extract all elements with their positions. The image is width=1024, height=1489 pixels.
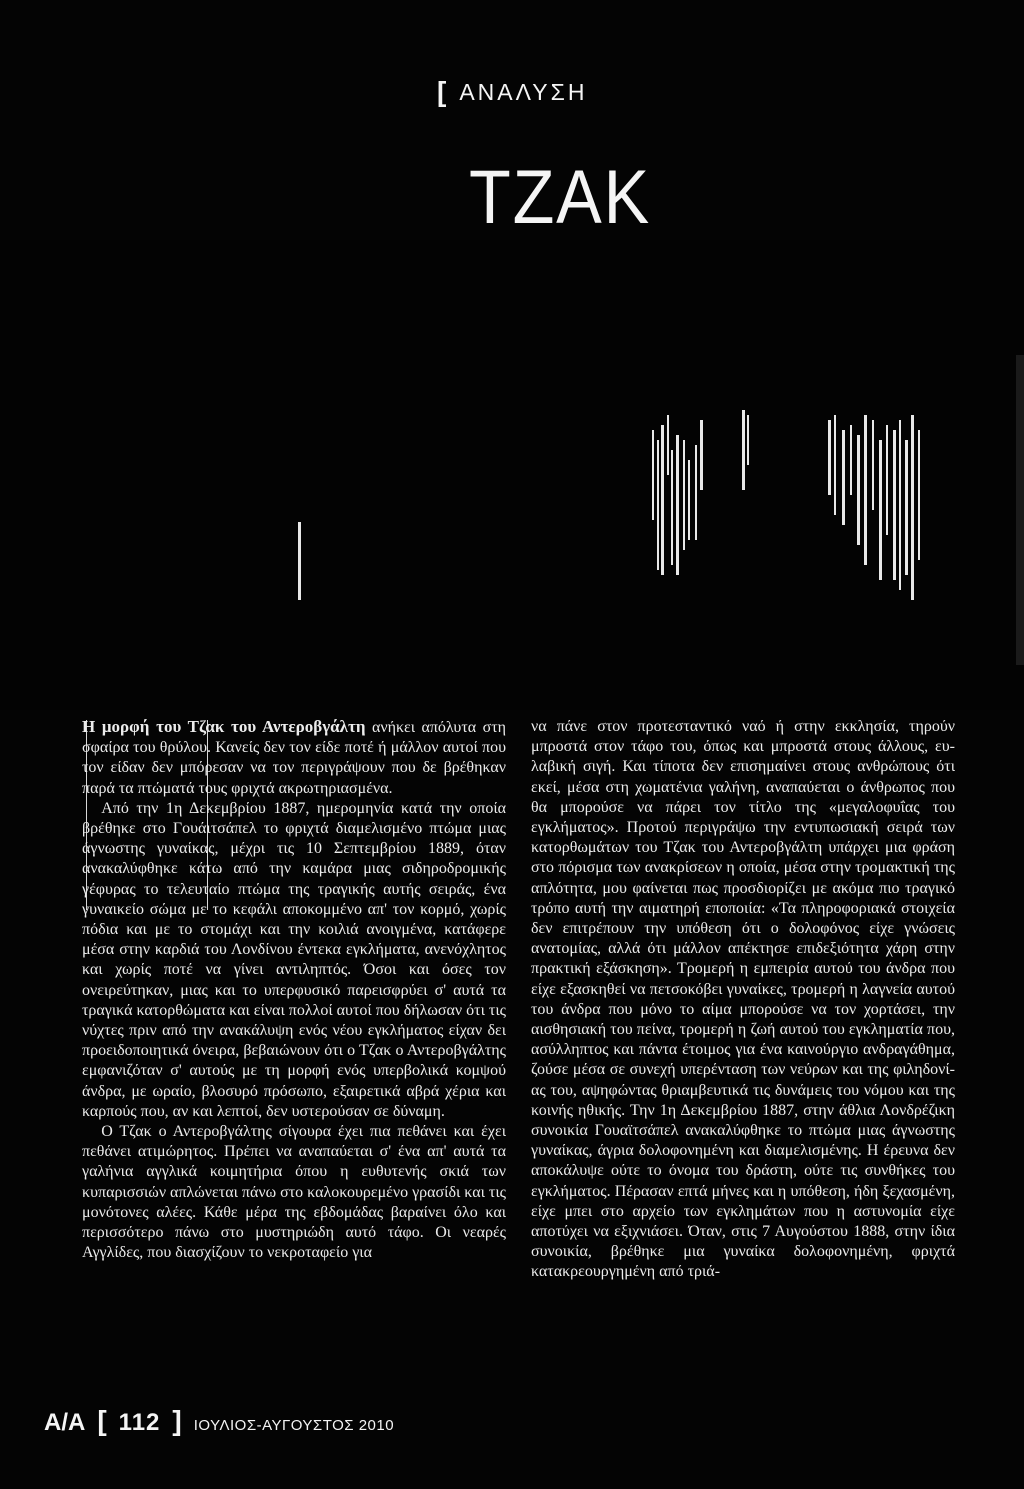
paragraph: να πάνε στον προτεσταντικό ναό ή στην εκκλησία, τηρούν μπροστά στον τάφο του, όπως και μπροστά στους άλλους, ευλαβική σιγή. Και τίποτα δεν επισημαίνει στους ανθρώπους ότι εκεί, μέσα στη χωματένια γαλήνη, αναπαύεται ο άνθρωπος που θα μπορούσε να πάρει τον τίτλο της «μεγαλοφυΐας του εγκλήματος». Προτού περιγράψω την εντυπωσιακή σειρά των κατορθωμάτων του Τζακ του Αντεροβγάλτη υπάρχει μια φράση στο πόρισμα των ανακρίσεων η οποία, μέσα στην τρομακτική της απλότητα, μου φαίνεται πως προσδιορίζει με ακόμα πιο τραγικό τρόπο αυτή την αιματηρή εποποιία: «Τα πληροφοριακά στοιχεία δεν επιτρέπουν την υπόθεση ότι ο δολοφόνος είχε γνώσεις ανατομίας, αλλά ότι μάλλον απέκτησε επιδεξιότητα χάρη στην πρακτική εξάσκηση». Τρομερή η εμπειρία αυτού του άνδρα που είχε εξασκηθεί να πετσοκόβει γυναίκες, τρομερή η λαγνεία αυτού του άνδρα που μόνο το αίμα μπορούσε να τον χορτάσει, την αισθησιακή του πείνα, τρομερή η ζωή αυτού του εγκληματία που, ασύλληπτος και πάντα έτοιμος για ένα καινούργιο ανδραγάθημα, ζούσε μέσα σε συνεχή υπερένταση των νεύρων και της φιληδονίας του, αψηφώντας θριαμβευτικά τις δυνάμεις του νόμου και της κοινής ηθικής. Την 1η Δεκεμβρίου 1887, στην άθλια Λονδρέζικη συνοικία Γουαϊτσάπελ ανακαλύφθηκε το πτώμα μιας άγνωστης γυναίκας, άγρια δολοφονημένη και διαμελισμένης. Η έρευνα δεν αποκάλυψε ούτε το όνομα του δράστη, ούτε τις συνθήκες του εγκλήματος. Πέρασαν επτά μήνες και η υπόθεση, ήδη ξεχασμένη, είχε μπει στο αρχείο των εγκλημάτων που η αστυνομία είχε αποτύχει να εξιχνιάσει. Όταν, στις 7 Αυγούστου 1888, στην ίδια συνοικία, βρέθηκε μια γυναίκα δολοφονημένη, φριχτά κατακρεουργημένη από τριά- xyxy=(531,718,955,1281)
dark-photo xyxy=(0,240,1024,710)
photo-graphic xyxy=(0,240,1024,710)
article-title: ΤΖΑΚ xyxy=(469,155,652,240)
section-name: ΑΝΑΛΥΣΗ xyxy=(459,78,588,105)
paragraph-lead xyxy=(82,717,506,799)
bracket-icon: [ xyxy=(437,76,450,107)
bracket-right-icon: ] xyxy=(172,1405,182,1436)
magazine-name: Α/Α xyxy=(44,1409,86,1436)
section-label xyxy=(437,78,587,106)
article-column-left xyxy=(82,717,506,1263)
issue-date: ΙΟΥΛΙΟΣ-ΑΥΓΟΥΣΤΟΣ 2010 xyxy=(193,1417,395,1434)
page-footer xyxy=(44,1405,394,1437)
paragraph: Ο Τζακ ο Αντεροβγάλτης σίγουρα έχει πια πεθάνει και έχει πεθάνει ατιμώρητος. Πρέπει να αναπαύεται σ' ένα απ' αυτά τα γαλήνια αγγλικά κοιμητήρια όπου η ευθυτενής σκιά των κυπαρισσιών απλώνεται πάνω στο καλοκουρεμένο γρασίδι και τις μονότονες αλέες. Κάθε μέρα της εβδομάδας βαραίνει όλο και περισσότερο πάνω στο μυστηριώδη αυτό τάφο. Οι νεαρές Αγγλίδες, που διασχίζουν το νεκροταφείο για xyxy=(82,1123,506,1262)
article-column-right xyxy=(531,717,955,1283)
lead-text: ανήκει απόλυτα στη σφαίρα του θρύλου. Κανείς δεν τον είδε ποτέ ή μάλλον αυτοί που τον είδαν δεν μπόρεσαν να τον περιγράψουν που δε βρέθηκαν παρά τα πτώματά τους φριχτά ακρωτηριασμένα. xyxy=(82,719,507,797)
bracket-left-icon: [ xyxy=(97,1405,107,1436)
page-number: 112 xyxy=(118,1409,161,1436)
lead-bold: Η μορφή του Τζακ του Αντεροβγάλτη xyxy=(82,717,366,736)
paragraph: Από την 1η Δεκεμβρίου 1887, ημερομηνία κατά την οποία βρέθηκε στο Γουάιτσάπελ το φριχτά διαμελισμένο πτώμα μιας άγνωστης γυναίκας, μέχρι τις 10 Σεπτεμβρίου 1889, όταν ανακαλύφθηκε κάτω από την καμάρα μιας σιδηροδρομικής γέφυρας το τελευταίο πτώμα της τραγικής αυτής σειράς, ένα γυναικείο σώμα με το κεφάλι αποκομμένο απ' τον κορμό, χωρίς πόδια και με το στομάχι και την κοιλιά ανοιγμένα, κατάφερε μέσα στην καρδιά του Λονδίνου έντεκα εγκλήματα, ανενόχλητος και χωρίς ποτέ να γίνει αντιληπτός. Όσοι και όσες τον ονειρεύτηκαν, μιας και το υπερφυσικό παρεισφρύει σ' αυτά τα τραγικά κατορθώματα και είναι πολλοί αυτοί που δήλωσαν ότι τις νύχτες πριν από την ανακάλυψη ενός νέου εγκλήματος είχαν δει προειδοποιητικά όνειρα, βεβαιώνουν ότι ο Τζακ ο Αντεροβγάλτης εμφανιζόταν σ' αυτούς με τη μορφή ενός υπερβολικά κομψού άνδρα, με ωραίο, βλοσυρό πρόσωπο, εξαιρετικά αβρά χέρια και καρπούς που, αν και λεπτοί, δεν υστερούσαν σε δύναμη. xyxy=(82,799,506,1120)
